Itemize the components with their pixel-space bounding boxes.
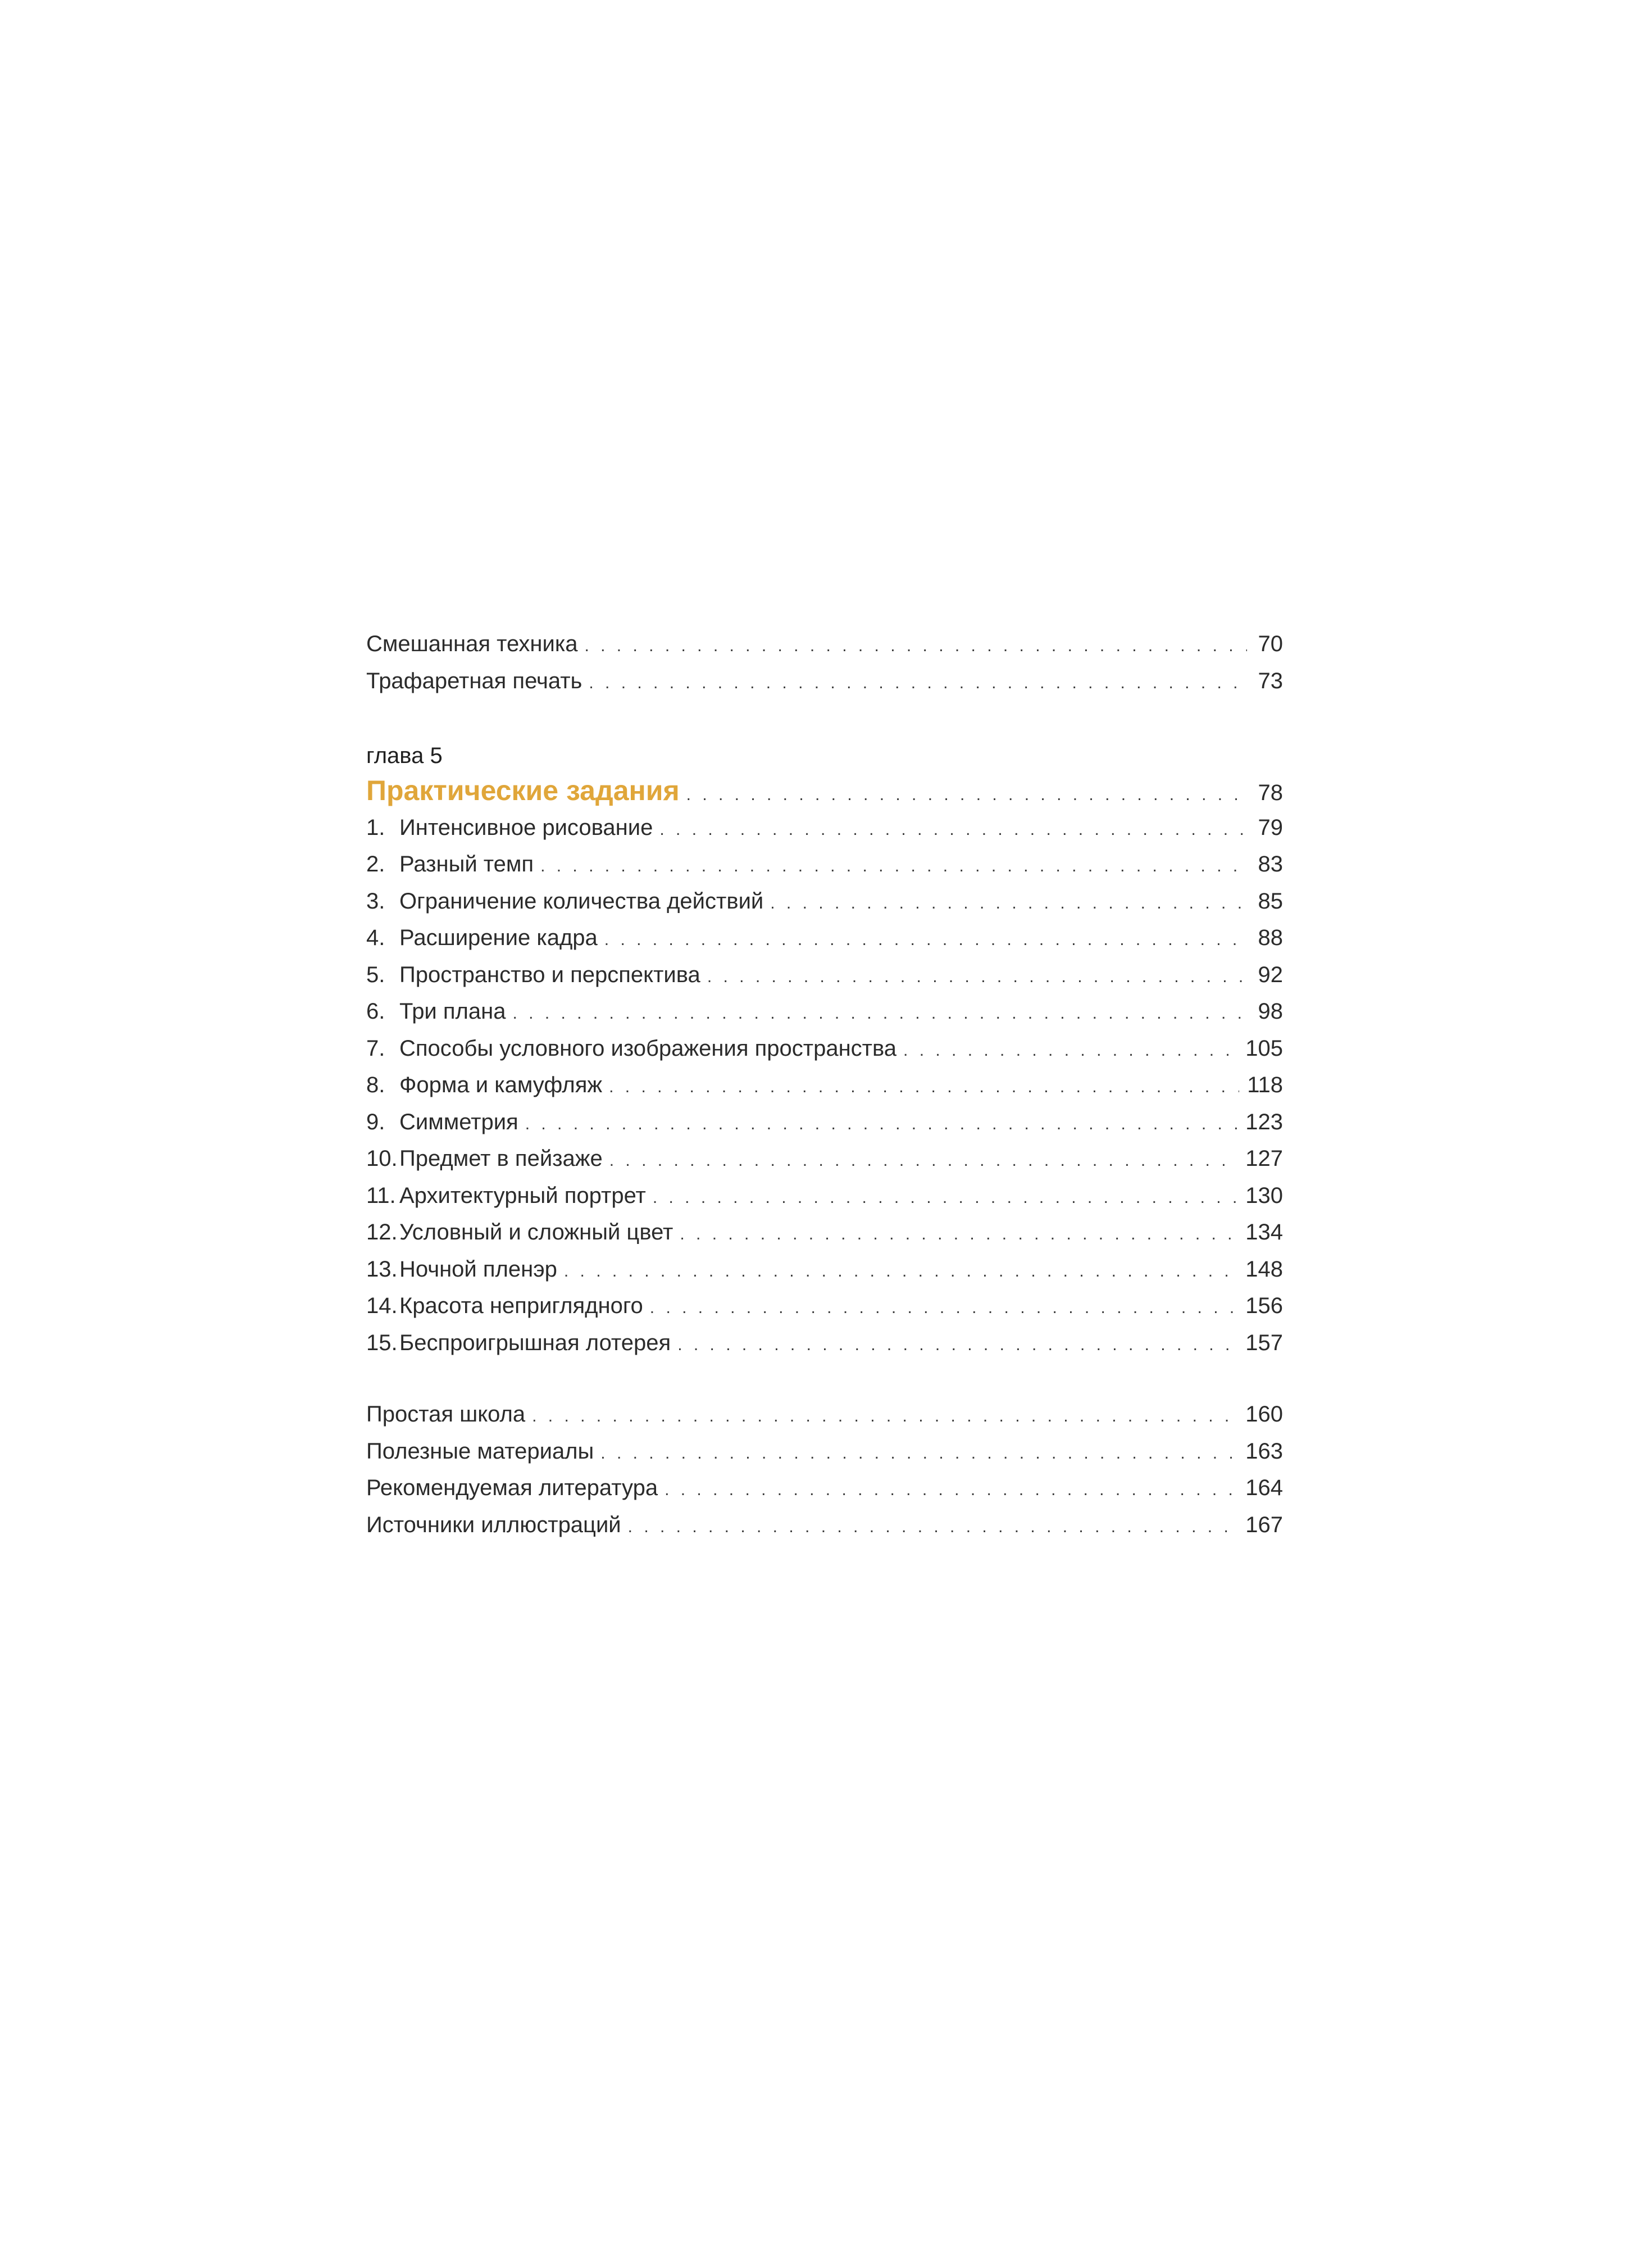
toc-entry[interactable] [366,1507,1283,1544]
toc-item-title: Интенсивное рисование [399,815,653,840]
dot-leader [653,1179,1237,1216]
toc-entry-title: Простая школа [366,1402,526,1427]
toc-item-title: Беспроигрышная лотерея [399,1330,671,1355]
chapter-items [366,810,1283,1362]
toc-item-page: 157 [1245,1330,1283,1355]
toc-item[interactable] [366,993,1283,1030]
toc-item[interactable] [366,1067,1283,1104]
toc-item-page: 156 [1245,1293,1283,1318]
dot-leader [584,628,1247,665]
toc-item-title: Ночной пленэр [399,1256,557,1282]
toc-item-number: 1. [366,815,385,840]
chapter-heading[interactable] [366,773,1283,810]
toc-item-title: Разный темп [399,852,534,877]
dot-leader [525,1106,1238,1143]
dot-leader [650,1289,1237,1327]
toc-item-title: Ограничение количества действий [399,888,764,914]
toc-item[interactable] [366,920,1283,957]
dot-leader [609,1069,1239,1106]
toc-entry-page: 73 [1258,668,1283,693]
toc-item-number: 4. [366,925,385,950]
toc-entry-title: Смешанная техника [366,632,578,656]
toc-entry-page: 160 [1245,1402,1283,1427]
dot-leader [665,1472,1237,1509]
toc-item[interactable] [366,1178,1283,1215]
toc-item-page: 105 [1245,1036,1283,1061]
toc-item[interactable] [366,810,1283,847]
toc-entry[interactable] [366,1433,1283,1470]
dot-leader [604,921,1247,959]
dot-leader [628,1509,1238,1546]
toc-item-page: 79 [1258,815,1283,840]
spacer [366,700,1283,739]
chapter-label: глава 5 [366,743,443,768]
toc-item-number: 2. [366,852,385,877]
toc-item-title: Способы условного изображения пространства [399,1036,897,1061]
dot-leader [707,959,1247,996]
chapter-page: 78 [1258,780,1283,805]
spacer [366,1361,1283,1396]
toc-item[interactable] [366,1141,1283,1178]
dot-leader [540,848,1247,885]
dot-leader [677,1327,1237,1364]
toc-item-title: Пространство и перспектива [399,962,700,987]
dot-leader [564,1253,1237,1290]
toc-item-number: 12. [366,1220,398,1245]
toc-item-page: 123 [1245,1109,1283,1134]
dot-leader [686,776,1247,814]
toc-item-number: 15. [366,1330,398,1355]
toc-entry-title: Рекомендуемая литература [366,1475,658,1500]
dot-leader [600,1435,1237,1472]
toc-item[interactable] [366,1325,1283,1362]
toc-item-page: 88 [1258,925,1283,950]
dot-leader [512,995,1247,1032]
toc-item-page: 134 [1245,1220,1283,1245]
toc-item-page: 85 [1258,888,1283,914]
toc-item[interactable] [366,1214,1283,1251]
toc-item[interactable] [366,883,1283,920]
toc-entry[interactable] [366,663,1283,700]
toc-item-number: 14. [366,1293,398,1318]
toc-item-page: 130 [1245,1183,1283,1208]
dot-leader [680,1216,1237,1253]
dot-leader [532,1398,1237,1435]
toc-item-number: 10. [366,1146,398,1171]
toc-entry-page: 164 [1245,1475,1283,1500]
toc-item-page: 98 [1258,999,1283,1024]
toc-item-title: Три плана [399,999,506,1024]
toc-entry-page: 70 [1258,632,1283,656]
toc-item-number: 3. [366,888,385,914]
toc-entry[interactable] [366,1396,1283,1433]
toc-item-title: Расширение кадра [399,925,598,950]
toc-entry-title: Трафаретная печать [366,668,582,693]
toc-item-number: 7. [366,1036,385,1061]
dot-leader [903,1032,1237,1069]
toc-item[interactable] [366,1104,1283,1141]
toc-item[interactable] [366,846,1283,883]
toc-item-title: Условный и сложный цвет [399,1220,673,1245]
toc-item-title: Архитектурный портрет [399,1183,646,1208]
toc-entry-title: Полезные материалы [366,1438,594,1464]
dot-leader [770,885,1247,922]
toc-item-page: 148 [1245,1256,1283,1282]
toc-item-page: 83 [1258,852,1283,877]
toc-item-number: 9. [366,1109,385,1134]
toc-item-title: Форма и камуфляж [399,1073,603,1097]
toc-item-number: 8. [366,1073,385,1097]
dot-leader [659,811,1247,848]
toc-item-number: 11. [366,1183,396,1208]
toc-entry-title: Источники иллюстраций [366,1512,621,1537]
toc-item[interactable] [366,1288,1283,1325]
toc-item-number: 5. [366,962,385,987]
chapter-title: Практические задания [366,775,680,806]
toc-item-page: 127 [1245,1146,1283,1171]
toc-item[interactable] [366,1251,1283,1288]
toc-item[interactable] [366,1030,1283,1068]
toc-entry-page: 167 [1245,1512,1283,1537]
toc-item-title: Предмет в пейзаже [399,1146,603,1171]
toc-item-number: 13. [366,1256,398,1282]
dot-leader [589,665,1247,702]
toc-item[interactable] [366,957,1283,994]
toc-item-page: 92 [1258,962,1283,987]
toc-item-title: Симметрия [399,1109,518,1134]
dot-leader [609,1142,1237,1179]
toc-entry-page: 163 [1245,1438,1283,1464]
toc-item-title: Красота неприглядного [399,1293,643,1318]
table-of-contents [366,626,1283,1543]
toc-entry[interactable] [366,626,1283,663]
toc-entry[interactable] [366,1470,1283,1507]
toc-item-number: 6. [366,999,385,1024]
appendix-list [366,1396,1283,1543]
toc-item-page: 118 [1247,1073,1283,1097]
